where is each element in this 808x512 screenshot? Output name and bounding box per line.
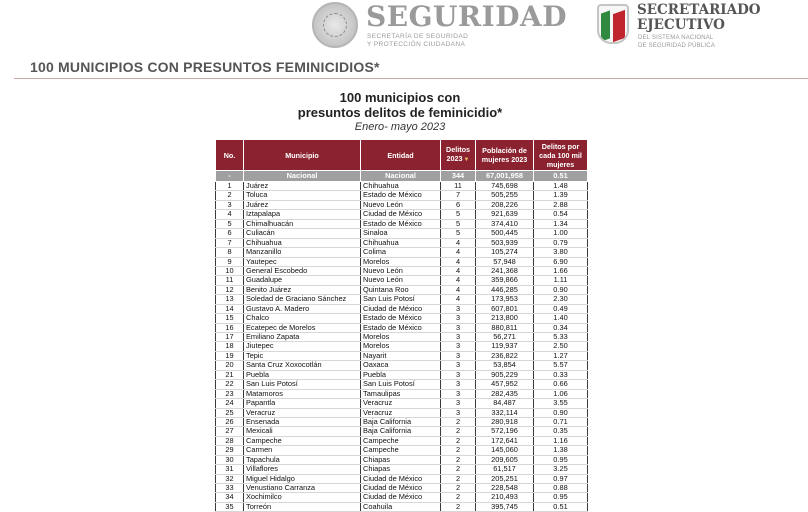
national-poblacion: 67,001,958 — [476, 171, 534, 182]
cell-municipio: Yautepec — [244, 257, 361, 266]
document-period: Enero- mayo 2023 — [354, 121, 446, 133]
cell-delitos: 4 — [441, 295, 476, 304]
cell-municipio: Soledad de Graciano Sánchez — [244, 295, 361, 304]
cell-municipio: Carmen — [244, 446, 361, 455]
cell-no: 8 — [216, 248, 244, 257]
table-row — [216, 380, 588, 389]
cell-delitos: 2 — [441, 493, 476, 502]
table-row — [216, 417, 588, 426]
cell-tasa: 0.51 — [534, 502, 588, 511]
cell-delitos: 5 — [441, 229, 476, 238]
cell-delitos: 2 — [441, 436, 476, 445]
cell-municipio: Benito Juárez — [244, 285, 361, 294]
cell-no: 19 — [216, 351, 244, 360]
cell-entidad: Nuevo León — [361, 276, 441, 285]
cell-delitos: 2 — [441, 427, 476, 436]
cell-delitos: 4 — [441, 276, 476, 285]
cell-delitos: 2 — [441, 474, 476, 483]
cell-poblacion: 280,918 — [476, 417, 534, 426]
header-entidad: Entidad — [361, 140, 441, 171]
table-body — [216, 182, 588, 512]
cell-tasa: 1.66 — [534, 266, 588, 275]
cell-municipio: Villaflores — [244, 465, 361, 474]
table-row — [216, 370, 588, 379]
cell-poblacion: 332,114 — [476, 408, 534, 417]
cell-delitos: 3 — [441, 380, 476, 389]
cell-tasa: 0.79 — [534, 238, 588, 247]
cell-tasa: 1.48 — [534, 182, 588, 191]
cell-tasa: 0.88 — [534, 484, 588, 493]
cell-municipio: Chalco — [244, 314, 361, 323]
cell-no: 32 — [216, 474, 244, 483]
cell-entidad: Campeche — [361, 446, 441, 455]
cell-poblacion: 119,937 — [476, 342, 534, 351]
national-entidad: Nacional — [361, 171, 441, 182]
cell-municipio: Toluca — [244, 191, 361, 200]
cell-no: 5 — [216, 219, 244, 228]
cell-no: 30 — [216, 455, 244, 464]
cell-tasa: 0.90 — [534, 285, 588, 294]
cell-poblacion: 880,811 — [476, 323, 534, 332]
cell-tasa: 0.66 — [534, 380, 588, 389]
cell-poblacion: 446,285 — [476, 285, 534, 294]
table-row — [216, 333, 588, 342]
cell-no: 25 — [216, 408, 244, 417]
cell-poblacion: 61,517 — [476, 465, 534, 474]
cell-delitos: 3 — [441, 370, 476, 379]
cell-delitos: 4 — [441, 238, 476, 247]
cell-municipio: Veracruz — [244, 408, 361, 417]
cell-no: 18 — [216, 342, 244, 351]
table-row — [216, 295, 588, 304]
cell-no: 27 — [216, 427, 244, 436]
cell-no: 20 — [216, 361, 244, 370]
cell-entidad: Morelos — [361, 257, 441, 266]
national-no: - — [216, 171, 244, 182]
table-row — [216, 493, 588, 502]
cell-entidad: Campeche — [361, 436, 441, 445]
cell-delitos: 3 — [441, 351, 476, 360]
table-row — [216, 465, 588, 474]
cell-no: 35 — [216, 502, 244, 511]
cell-poblacion: 56,271 — [476, 333, 534, 342]
cell-delitos: 11 — [441, 182, 476, 191]
cell-entidad: Ciudad de México — [361, 493, 441, 502]
header-poblacion: Población de mujeres 2023 — [476, 140, 534, 171]
cell-poblacion: 173,953 — [476, 295, 534, 304]
cell-municipio: Santa Cruz Xoxocotlán — [244, 361, 361, 370]
cell-tasa: 2.50 — [534, 342, 588, 351]
table-header-row — [216, 140, 588, 171]
table-row — [216, 200, 588, 209]
national-municipio: Nacional — [244, 171, 361, 182]
cell-tasa: 3.55 — [534, 399, 588, 408]
secretariado-subtitle: DEL SISTEMA NACIONAL DE SEGURIDAD PÚBLICA — [638, 35, 716, 49]
cell-entidad: Morelos — [361, 342, 441, 351]
cell-entidad: Ciudad de México — [361, 210, 441, 219]
table-row — [216, 238, 588, 247]
cell-poblacion: 209,605 — [476, 455, 534, 464]
cell-no: 21 — [216, 370, 244, 379]
cell-entidad: San Luis Potosí — [361, 295, 441, 304]
header-no: No. — [216, 140, 244, 171]
cell-entidad: Baja California — [361, 427, 441, 436]
cell-no: 22 — [216, 380, 244, 389]
cell-delitos: 4 — [441, 257, 476, 266]
cell-poblacion: 921,639 — [476, 210, 534, 219]
table-row — [216, 257, 588, 266]
cell-entidad: Chiapas — [361, 455, 441, 464]
cell-municipio: Culiacán — [244, 229, 361, 238]
cell-entidad: Quintana Roo — [361, 285, 441, 294]
cell-delitos: 3 — [441, 314, 476, 323]
cell-tasa: 5.33 — [534, 333, 588, 342]
cell-entidad: Ciudad de México — [361, 474, 441, 483]
cell-entidad: Estado de México — [361, 191, 441, 200]
cell-no: 14 — [216, 304, 244, 313]
document-title-line1: 100 municipios con — [339, 90, 461, 105]
table-row — [216, 446, 588, 455]
cell-municipio: General Escobedo — [244, 266, 361, 275]
table-row — [216, 304, 588, 313]
cell-no: 1 — [216, 182, 244, 191]
cell-tasa: 0.90 — [534, 408, 588, 417]
cell-tasa: 6.90 — [534, 257, 588, 266]
cell-tasa: 2.30 — [534, 295, 588, 304]
cell-delitos: 5 — [441, 210, 476, 219]
cell-tasa: 5.57 — [534, 361, 588, 370]
header-municipio: Municipio — [244, 140, 361, 171]
secretariado-logo-icon — [597, 4, 629, 44]
cell-no: 2 — [216, 191, 244, 200]
cell-municipio: San Luis Potosí — [244, 380, 361, 389]
cell-poblacion: 105,274 — [476, 248, 534, 257]
header-tasa: Delitos por cada 100 mil mujeres — [534, 140, 588, 171]
table-row — [216, 408, 588, 417]
secretariado-title: SECRETARIADO EJECUTIVO — [637, 2, 761, 33]
cell-entidad: Puebla — [361, 370, 441, 379]
cell-delitos: 3 — [441, 408, 476, 417]
cell-municipio: Juárez — [244, 182, 361, 191]
cell-delitos: 3 — [441, 389, 476, 398]
cell-tasa: 1.40 — [534, 314, 588, 323]
table-row — [216, 455, 588, 464]
national-tasa: 0.51 — [534, 171, 588, 182]
cell-entidad: Morelos — [361, 333, 441, 342]
cell-poblacion: 172,641 — [476, 436, 534, 445]
cell-tasa: 2.88 — [534, 200, 588, 209]
cell-entidad: Chiapas — [361, 465, 441, 474]
cell-municipio: Guadalupe — [244, 276, 361, 285]
cell-municipio: Ecatepec de Morelos — [244, 323, 361, 332]
cell-poblacion: 228,548 — [476, 484, 534, 493]
cell-no: 29 — [216, 446, 244, 455]
table-row — [216, 436, 588, 445]
cell-entidad: Chihuahua — [361, 238, 441, 247]
sort-icon[interactable]: ▼ — [463, 157, 470, 163]
cell-delitos: 2 — [441, 484, 476, 493]
cell-delitos: 7 — [441, 191, 476, 200]
cell-municipio: Venustiano Carranza — [244, 484, 361, 493]
cell-municipio: Emiliano Zapata — [244, 333, 361, 342]
cell-no: 3 — [216, 200, 244, 209]
cell-no: 10 — [216, 266, 244, 275]
cell-delitos: 3 — [441, 342, 476, 351]
table-row — [216, 474, 588, 483]
cell-poblacion: 905,229 — [476, 370, 534, 379]
cell-poblacion: 457,952 — [476, 380, 534, 389]
cell-poblacion: 236,822 — [476, 351, 534, 360]
table-row — [216, 484, 588, 493]
title-divider — [14, 78, 808, 79]
cell-poblacion: 500,445 — [476, 229, 534, 238]
cell-no: 33 — [216, 484, 244, 493]
table-row — [216, 266, 588, 275]
municipios-table — [215, 139, 588, 512]
table-row — [216, 314, 588, 323]
cell-delitos: 2 — [441, 455, 476, 464]
national-row — [216, 171, 588, 182]
cell-poblacion: 745,698 — [476, 182, 534, 191]
cell-no: 4 — [216, 210, 244, 219]
cell-municipio: Tepic — [244, 351, 361, 360]
table-row — [216, 248, 588, 257]
table-row — [216, 323, 588, 332]
cell-poblacion: 374,410 — [476, 219, 534, 228]
cell-poblacion: 213,800 — [476, 314, 534, 323]
cell-tasa: 0.49 — [534, 304, 588, 313]
cell-entidad: Baja California — [361, 417, 441, 426]
table-row — [216, 342, 588, 351]
cell-entidad: Estado de México — [361, 314, 441, 323]
table-row — [216, 399, 588, 408]
table-row — [216, 182, 588, 191]
cell-municipio: Chimalhuacán — [244, 219, 361, 228]
table-row — [216, 191, 588, 200]
cell-entidad: Estado de México — [361, 219, 441, 228]
cell-tasa: 3.25 — [534, 465, 588, 474]
cell-municipio: Ensenada — [244, 417, 361, 426]
cell-entidad: Colima — [361, 248, 441, 257]
cell-poblacion: 208,226 — [476, 200, 534, 209]
cell-poblacion: 607,801 — [476, 304, 534, 313]
cell-no: 17 — [216, 333, 244, 342]
table-row — [216, 229, 588, 238]
page-title: 100 MUNICIPIOS CON PRESUNTOS FEMINICIDIOS* — [30, 59, 380, 75]
cell-no: 34 — [216, 493, 244, 502]
cell-delitos: 4 — [441, 285, 476, 294]
table-row — [216, 427, 588, 436]
cell-entidad: Nuevo León — [361, 200, 441, 209]
cell-delitos: 6 — [441, 200, 476, 209]
cell-tasa: 1.06 — [534, 389, 588, 398]
cell-entidad: Nuevo León — [361, 266, 441, 275]
cell-tasa: 1.11 — [534, 276, 588, 285]
cell-tasa: 0.97 — [534, 474, 588, 483]
table-row — [216, 210, 588, 219]
cell-no: 28 — [216, 436, 244, 445]
cell-tasa: 0.95 — [534, 455, 588, 464]
table-row — [216, 351, 588, 360]
seguridad-subtitle: SECRETARÍA DE SEGURIDAD Y PROTECCIÓN CIUDADANA — [367, 33, 469, 48]
cell-tasa: 0.71 — [534, 417, 588, 426]
cell-entidad: Ciudad de México — [361, 484, 441, 493]
cell-entidad: Tamaulipas — [361, 389, 441, 398]
cell-municipio: Campeche — [244, 436, 361, 445]
cell-delitos: 2 — [441, 417, 476, 426]
cell-poblacion: 53,854 — [476, 361, 534, 370]
cell-poblacion: 145,060 — [476, 446, 534, 455]
table-row — [216, 276, 588, 285]
national-delitos: 344 — [441, 171, 476, 182]
header-delitos[interactable]: Delitos 2023▼ — [441, 140, 476, 171]
table-row — [216, 219, 588, 228]
cell-tasa: 1.34 — [534, 219, 588, 228]
cell-poblacion: 395,745 — [476, 502, 534, 511]
cell-poblacion: 503,939 — [476, 238, 534, 247]
cell-tasa: 1.39 — [534, 191, 588, 200]
cell-no: 9 — [216, 257, 244, 266]
cell-poblacion: 84,487 — [476, 399, 534, 408]
cell-poblacion: 572,196 — [476, 427, 534, 436]
cell-no: 15 — [216, 314, 244, 323]
seguridad-title: SEGURIDAD — [366, 0, 568, 33]
cell-entidad: Veracruz — [361, 408, 441, 417]
cell-municipio: Iztapalapa — [244, 210, 361, 219]
cell-poblacion: 205,251 — [476, 474, 534, 483]
document-title-line2: presuntos delitos de feminicidio* — [297, 105, 503, 120]
cell-no: 12 — [216, 285, 244, 294]
cell-no: 24 — [216, 399, 244, 408]
cell-entidad: Veracruz — [361, 399, 441, 408]
cell-tasa: 3.80 — [534, 248, 588, 257]
table-row — [216, 361, 588, 370]
cell-delitos: 3 — [441, 361, 476, 370]
cell-municipio: Papantla — [244, 399, 361, 408]
cell-municipio: Xochimilco — [244, 493, 361, 502]
table-row — [216, 389, 588, 398]
cell-municipio: Manzanillo — [244, 248, 361, 257]
cell-municipio: Juárez — [244, 200, 361, 209]
cell-delitos: 5 — [441, 219, 476, 228]
cell-municipio: Tapachula — [244, 455, 361, 464]
cell-no: 23 — [216, 389, 244, 398]
cell-poblacion: 505,255 — [476, 191, 534, 200]
cell-no: 31 — [216, 465, 244, 474]
cell-delitos: 3 — [441, 333, 476, 342]
cell-tasa: 0.95 — [534, 493, 588, 502]
cell-delitos: 3 — [441, 304, 476, 313]
cell-entidad: Chihuahua — [361, 182, 441, 191]
cell-delitos: 4 — [441, 266, 476, 275]
cell-no: 7 — [216, 238, 244, 247]
cell-municipio: Jiutepec — [244, 342, 361, 351]
cell-poblacion: 210,493 — [476, 493, 534, 502]
cell-tasa: 0.54 — [534, 210, 588, 219]
cell-tasa: 1.38 — [534, 446, 588, 455]
cell-poblacion: 57,948 — [476, 257, 534, 266]
cell-entidad: Nayarit — [361, 351, 441, 360]
cell-municipio: Puebla — [244, 370, 361, 379]
cell-municipio: Torreón — [244, 502, 361, 511]
cell-delitos: 2 — [441, 502, 476, 511]
cell-entidad: Ciudad de México — [361, 304, 441, 313]
cell-tasa: 0.35 — [534, 427, 588, 436]
cell-entidad: Estado de México — [361, 323, 441, 332]
cell-tasa: 0.34 — [534, 323, 588, 332]
cell-entidad: Sinaloa — [361, 229, 441, 238]
cell-no: 26 — [216, 417, 244, 426]
cell-no: 16 — [216, 323, 244, 332]
mexico-seal-icon — [312, 2, 358, 48]
cell-municipio: Chihuahua — [244, 238, 361, 247]
cell-entidad: San Luis Potosí — [361, 380, 441, 389]
cell-no: 13 — [216, 295, 244, 304]
cell-municipio: Mexicali — [244, 427, 361, 436]
cell-poblacion: 241,368 — [476, 266, 534, 275]
cell-tasa: 1.27 — [534, 351, 588, 360]
cell-no: 6 — [216, 229, 244, 238]
cell-delitos: 2 — [441, 446, 476, 455]
cell-no: 11 — [216, 276, 244, 285]
cell-delitos: 2 — [441, 465, 476, 474]
cell-tasa: 1.16 — [534, 436, 588, 445]
cell-delitos: 3 — [441, 323, 476, 332]
cell-poblacion: 282,435 — [476, 389, 534, 398]
cell-delitos: 3 — [441, 399, 476, 408]
cell-entidad: Oaxaca — [361, 361, 441, 370]
cell-municipio: Matamoros — [244, 389, 361, 398]
table-row — [216, 502, 588, 511]
cell-delitos: 4 — [441, 248, 476, 257]
page-header — [0, 0, 808, 56]
cell-entidad: Coahuila — [361, 502, 441, 511]
cell-municipio: Miguel Hidalgo — [244, 474, 361, 483]
table-row — [216, 285, 588, 294]
cell-tasa: 0.33 — [534, 370, 588, 379]
cell-tasa: 1.00 — [534, 229, 588, 238]
cell-poblacion: 359,866 — [476, 276, 534, 285]
cell-municipio: Gustavo A. Madero — [244, 304, 361, 313]
